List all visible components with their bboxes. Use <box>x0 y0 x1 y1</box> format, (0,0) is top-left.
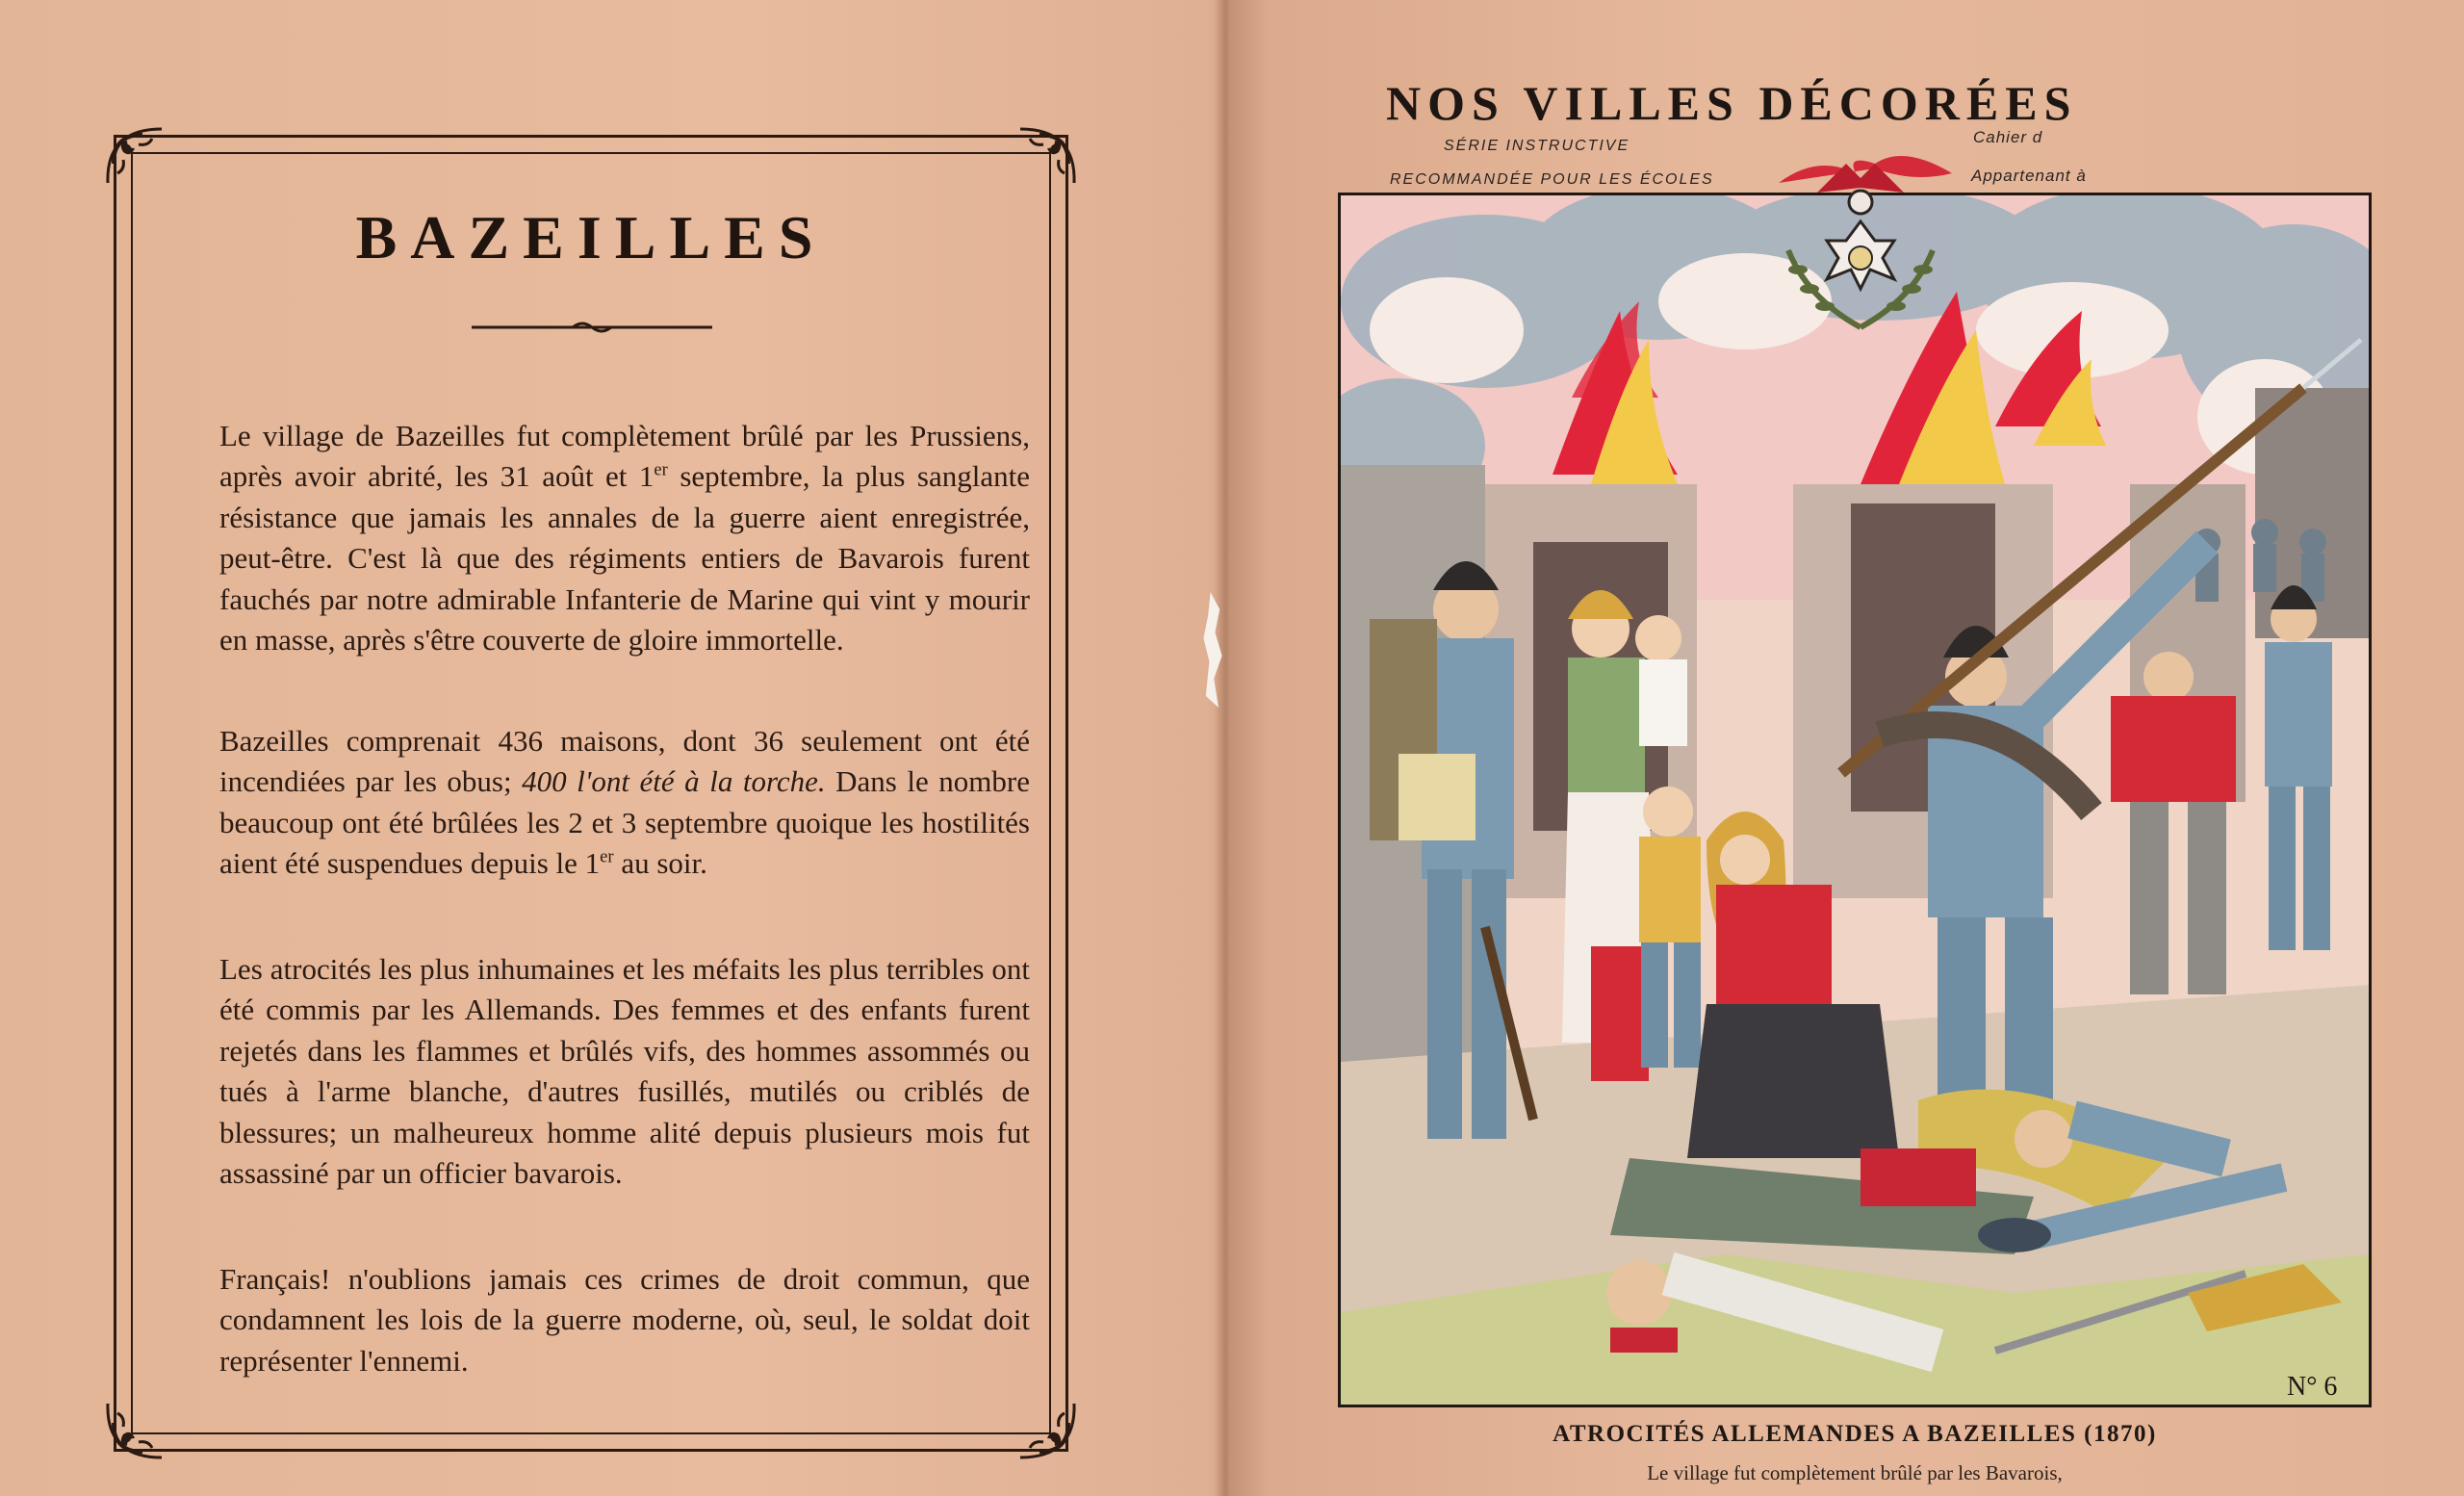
ordinal-suffix: er <box>654 460 668 481</box>
paragraph-2 <box>185 721 1030 885</box>
paragraph-3: Les atrocités les plus inhumaines et les méfaits les plus terribles ont été commis par les Allemands. Des femmes et des enfants furent rejetés dans les flammes et brûlés vifs, des hommes assommés ou tués à l'arme blanche, d'autres fusillés, mutilés ou criblés de blessures; un malheureux homme alité depuis plusieurs mois fut assassiné par un officier bavarois. <box>219 952 1030 1191</box>
plate-caption: ATROCITÉS ALLEMANDES A BAZEILLES (1870) <box>1553 1421 2157 1447</box>
paragraph-1 <box>185 416 1030 660</box>
legion-honneur-medal-icon <box>1759 144 1962 337</box>
series-title: NOS VILLES DÉCORÉES <box>1386 76 2078 130</box>
plate-subcaption: Le village fut complètement brûlé par les Bavarois, <box>1647 1461 2063 1484</box>
plate-number: N° 6 <box>2287 1372 2338 1402</box>
paragraph-2-italic: 400 l'ont été à la torche. <box>522 764 826 799</box>
paragraph-1-text-b: septembre, la plus sanglante résistance que jamais les annales de la guerre aient enregistrée, peut-être. C'est là que des régiments entiers de Bavarois furent fauchés par notre admirable Infanterie de Marine qui vint y mourir en masse, après s'être couverte de gloire immortelle. <box>219 459 1030 658</box>
appartenant-label: Appartenant à <box>1971 167 2087 185</box>
recommandee-label: RECOMMANDÉE POUR LES ÉCOLES <box>1390 171 1714 188</box>
illustration-scene <box>1341 195 2369 1405</box>
paragraph-2-text-c: au soir. <box>613 846 707 881</box>
paragraph-4: Français! n'oublions jamais ces crimes de droit commun, que condamnent les lois de la guerre moderne, où, seul, le soldat doit représenter l'ennemi. <box>219 1262 1030 1378</box>
title-divider-icon <box>472 318 712 337</box>
ordinal-suffix: er <box>600 846 614 867</box>
paragraph-1-text-a: Le village de Bazeilles fut complètement brûlé par les Prussiens, après avoir abrité, les 31 août et 1 <box>219 419 1030 494</box>
page-title: BAZEILLES <box>355 203 827 271</box>
serie-label: SÉRIE INSTRUCTIVE <box>1444 138 1630 154</box>
plate-illustration <box>1338 193 2372 1407</box>
cahier-label: Cahier d <box>1973 128 2043 146</box>
page-fold <box>1215 0 1240 1496</box>
paragraph-2-text-a: Bazeilles comprenait 436 maisons, dont 36 seulement ont été incendiées par les obus; <box>219 724 1030 799</box>
paragraph-2-text-b: Dans le nombre beaucoup ont été brûlées les 2 et 3 septembre quoique les hostilités aient été suspendues depuis le 1 <box>219 764 1030 881</box>
